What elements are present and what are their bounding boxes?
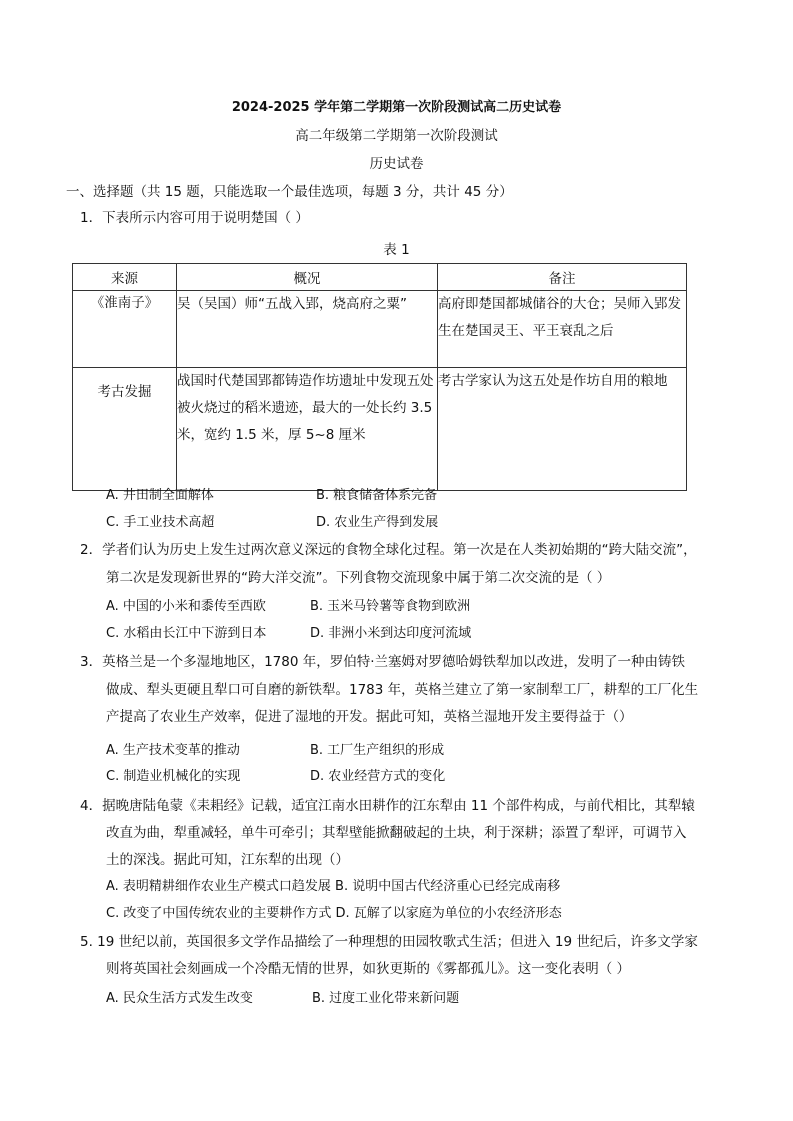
table-header-note: 备注 <box>438 264 687 291</box>
question-4-stem-line: 改直为曲，犁重减轻，单牛可牵引；其犁壁能掀翻破起的土块，利于深耕；添置了犁评，可调节入 <box>106 825 687 841</box>
exam-subtitle: 高二年级第二学期第一次阶段测试 <box>295 128 498 144</box>
q2-option-d[interactable]: D. 非洲小米到达印度河流域 <box>310 626 472 641</box>
source-table <box>72 263 687 491</box>
q5-option-b[interactable]: B. 过度工业化带来新问题 <box>312 991 460 1006</box>
q4-options-cd[interactable]: C. 改变了中国传统农业的主要耕作方式 D. 瓦解了以家庭为单位的小农经济形态 <box>106 906 562 921</box>
q1-option-d[interactable]: D. 农业生产得到发展 <box>316 515 439 530</box>
q2-option-c[interactable]: C. 水稻由长江中下游到日本 <box>106 626 267 641</box>
q1-option-c[interactable]: C. 手工业技术高超 <box>106 515 215 530</box>
question-4-stem-line: 土的深浅。据此可知，江东犁的出现（） <box>106 852 349 868</box>
question-5-stem-line: 5. 19 世纪以前，英国很多文学作品描绘了一种理想的田园牧歌式生活；但进入 19 世纪后，许多文学家 <box>80 934 698 950</box>
table-cell-source: 《淮南子》 <box>73 291 177 368</box>
question-1-stem: 1．下表所示内容可用于说明楚国（ ） <box>80 210 309 226</box>
table-cell-note: 考古学家认为这五处是作坊自用的粮地 <box>438 368 687 491</box>
table-header-row <box>73 264 687 291</box>
q5-option-a[interactable]: A. 民众生活方式发生改变 <box>106 991 253 1006</box>
q3-option-d[interactable]: D. 农业经营方式的变化 <box>310 769 446 784</box>
q3-option-a[interactable]: A. 生产技术变革的推动 <box>106 743 240 758</box>
q4-options-ab[interactable]: A. 表明精耕细作农业生产模式口趋发展 B. 说明中国古代经济重心已经完成南移 <box>106 879 561 894</box>
table-row <box>73 368 687 491</box>
table-cell-source: 考古发掘 <box>73 368 177 491</box>
section-title: 一、选择题（共 15 题，只能选取一个最佳选项，每题 3 分，共计 45 分） <box>66 184 513 200</box>
question-2-stem-line: 第二次是发现新世界的“跨大洋交流”。下列食物交流现象中属于第二次交流的是（ ） <box>106 570 611 586</box>
question-3-stem-line: 做成、犁头更硬且犁口可自磨的新铁犁。1783 年，英格兰建立了第一家制犁工厂，耕犁的工厂化生 <box>106 682 699 698</box>
table-header-source: 来源 <box>73 264 177 291</box>
table-row <box>73 291 687 368</box>
table-header-summary: 概况 <box>177 264 438 291</box>
exam-subject: 历史试卷 <box>369 156 424 172</box>
table-caption: 表 1 <box>383 242 410 258</box>
q3-option-c[interactable]: C. 制造业机械化的实现 <box>106 769 241 784</box>
table-cell-summary: 战国时代楚国郢都铸造作坊遗址中发现五处被火烧过的稻米遗迹，最大的一处长约 3.5 米，宽约 1.5 米，厚 5~8 厘米 <box>177 368 438 491</box>
question-2-stem-line: 2．学者们认为历史上发生过两次意义深远的食物全球化过程。第一次是在人类初始期的“跨大陆交流”， <box>80 542 697 558</box>
question-3-stem-line: 3．英格兰是一个多湿地地区，1780 年，罗伯特·兰塞姆对罗德哈姆铁犁加以改进，发明了一种由铸铁 <box>80 654 686 670</box>
question-3-stem-line: 产提高了农业生产效率，促进了湿地的开发。据此可知，英格兰湿地开发主要得益于（） <box>106 709 633 725</box>
question-5-stem-line: 则将英国社会刻画成一个冷酷无情的世界，如狄更斯的《雾都孤儿》。这一变化表明（ ） <box>106 961 631 977</box>
q3-option-b[interactable]: B. 工厂生产组织的形成 <box>310 743 445 758</box>
question-4-stem-line: 4．据晚唐陆龟蒙《耒耜经》记载，适宜江南水田耕作的江东犁由 11 个部件构成，与前代相比，其犁辕 <box>80 798 695 814</box>
table-cell-summary: 吴（吴国）师“五战入郢，烧高府之粟” <box>177 291 438 368</box>
q1-option-b[interactable]: B. 粮食储备体系完备 <box>316 488 438 503</box>
q2-option-b[interactable]: B. 玉米马铃薯等食物到欧洲 <box>310 599 471 614</box>
q1-option-a[interactable]: A. 井田制全面解体 <box>106 488 214 503</box>
table-cell-note: 高府即楚国都城储谷的大仓；吴师入郢发生在楚国灵王、平王衰乱之后 <box>438 291 687 368</box>
q2-option-a[interactable]: A. 中国的小米和黍传至西欧 <box>106 599 266 614</box>
exam-main-title: 2024-2025 学年第二学期第一次阶段测试高二历史试卷 <box>231 100 562 115</box>
